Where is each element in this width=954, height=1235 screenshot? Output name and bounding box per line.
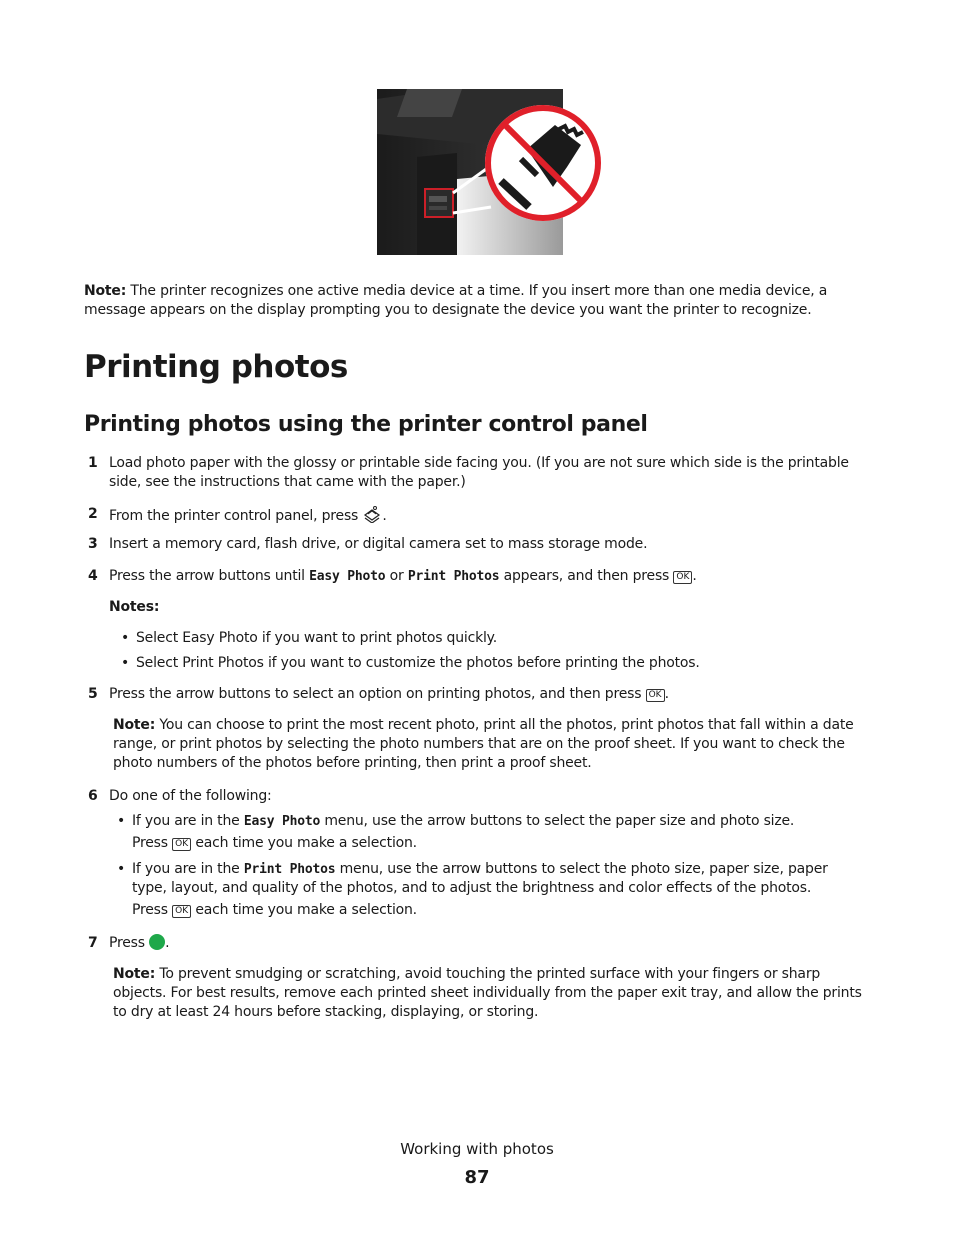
step-number: 3 (88, 536, 98, 552)
step-number: 7 (88, 935, 98, 951)
step-text-before: Press the arrow buttons until (109, 568, 310, 584)
bullet-text-before: If you are in the (132, 813, 244, 829)
bullet-item (117, 860, 857, 920)
page-heading: Printing photos (84, 349, 348, 385)
bullet-dot: • (121, 655, 130, 671)
step-text-before: Press the arrow buttons to select an option on printing photos, and then press (109, 686, 646, 702)
note-label: Note: (113, 966, 156, 982)
step-4 (84, 567, 876, 586)
step-text-before: From the printer control panel, press (109, 508, 363, 524)
step-1 (84, 454, 876, 492)
menu-item-print-photos: Print Photos (407, 569, 500, 584)
press-text: Press (132, 902, 173, 918)
step-5 (84, 685, 876, 704)
step-number: 1 (88, 455, 98, 471)
bullet-text-before: If you are in the (132, 861, 244, 877)
note-text: You can choose to print the most recent photo, print all the photos, print photos that fall within a date range, or print photos by selecting the photo numbers that are on the proof sheet. If you want to check the photo numbers of the photos before printing, then print a proof sheet. (113, 717, 854, 771)
step-text (109, 567, 876, 586)
bullet-dot: • (117, 861, 126, 877)
notes-label (109, 598, 159, 617)
step-text-end: . (664, 686, 669, 702)
bullet-press-line (132, 901, 857, 920)
bullet-item (117, 812, 857, 853)
step-text-after: . (382, 508, 387, 524)
photo-button-icon (362, 505, 382, 523)
step-text (109, 685, 876, 704)
step-text-before: Press (109, 935, 150, 951)
page-number: 87 (464, 1167, 490, 1188)
ok-button-icon: OK (646, 689, 665, 702)
press-text: Press (132, 835, 173, 851)
bullet-text: Select Easy Photo if you want to print photos quickly. (136, 630, 498, 646)
bullet-text: Select Print Photos if you want to customize the photos before printing the photos. (136, 655, 700, 671)
step-text-after: appears, and then press (499, 568, 674, 584)
step-number: 2 (88, 506, 98, 522)
step-text (109, 934, 876, 953)
step-2 (84, 505, 876, 526)
step-text-end: . (692, 568, 697, 584)
section-heading: Printing photos using the printer control panel (84, 412, 648, 437)
step-number: 5 (88, 686, 98, 702)
menu-item-easy-photo: Easy Photo (309, 569, 386, 584)
bullet-press-line (132, 834, 857, 853)
menu-item-print-photos: Print Photos (243, 862, 336, 877)
press-text-after: each time you make a selection. (191, 902, 417, 918)
step-number: 4 (88, 568, 98, 584)
step-5-note (113, 716, 873, 773)
menu-item-easy-photo: Easy Photo (243, 814, 321, 829)
ok-button-icon: OK (172, 838, 191, 851)
step-text (109, 505, 876, 526)
top-note (84, 282, 874, 320)
bullet-text-after: menu, use the arrow buttons to select the photo size, paper size, paper type, layout, and quality of the photos, and to adjust the brightness and color effects of the photos. (132, 861, 828, 896)
step-text: Do one of the following: (109, 788, 272, 804)
bullet-text (132, 812, 857, 831)
ok-button-icon: OK (172, 905, 191, 918)
bullet-item (121, 629, 497, 648)
step-text-end: . (165, 935, 170, 951)
bullet-dot: • (117, 813, 126, 829)
step-text: Load photo paper with the glossy or printable side facing you. (If you are not sure which side is the printable side, see the instructions that came with the paper.) (109, 455, 849, 490)
bullet-item (121, 654, 700, 673)
notes-label-text: Notes: (109, 599, 160, 615)
step-7-note (113, 965, 873, 1022)
printer-card-slot-illustration (377, 89, 603, 255)
start-button-icon (149, 934, 165, 950)
note-label: Note: (113, 717, 156, 733)
footer-section-title: Working with photos (400, 1140, 554, 1158)
step-7 (84, 934, 876, 953)
step-text-mid: or (385, 568, 408, 584)
step-text: Insert a memory card, flash drive, or digital camera set to mass storage mode. (109, 536, 648, 552)
note-text: The printer recognizes one active media device at a time. If you insert more than one media device, a message appears on the display prompting you to designate the device you want the printer to recognize. (84, 283, 828, 318)
note-text: To prevent smudging or scratching, avoid touching the printed surface with your fingers or sharp objects. For best results, remove each printed sheet individually from the paper exit tray, and allow the prints to dry at least 24 hours before stacking, displaying, or storing. (113, 966, 862, 1020)
step-3 (84, 535, 876, 554)
bullet-text (132, 860, 857, 898)
note-label: Note: (84, 283, 127, 299)
press-text-after: each time you make a selection. (191, 835, 417, 851)
bullet-dot: • (121, 630, 130, 646)
step-number: 6 (88, 788, 98, 804)
ok-button-icon: OK (673, 571, 692, 584)
step-6 (84, 787, 876, 806)
bullet-text-after: menu, use the arrow buttons to select the paper size and photo size. (320, 813, 795, 829)
